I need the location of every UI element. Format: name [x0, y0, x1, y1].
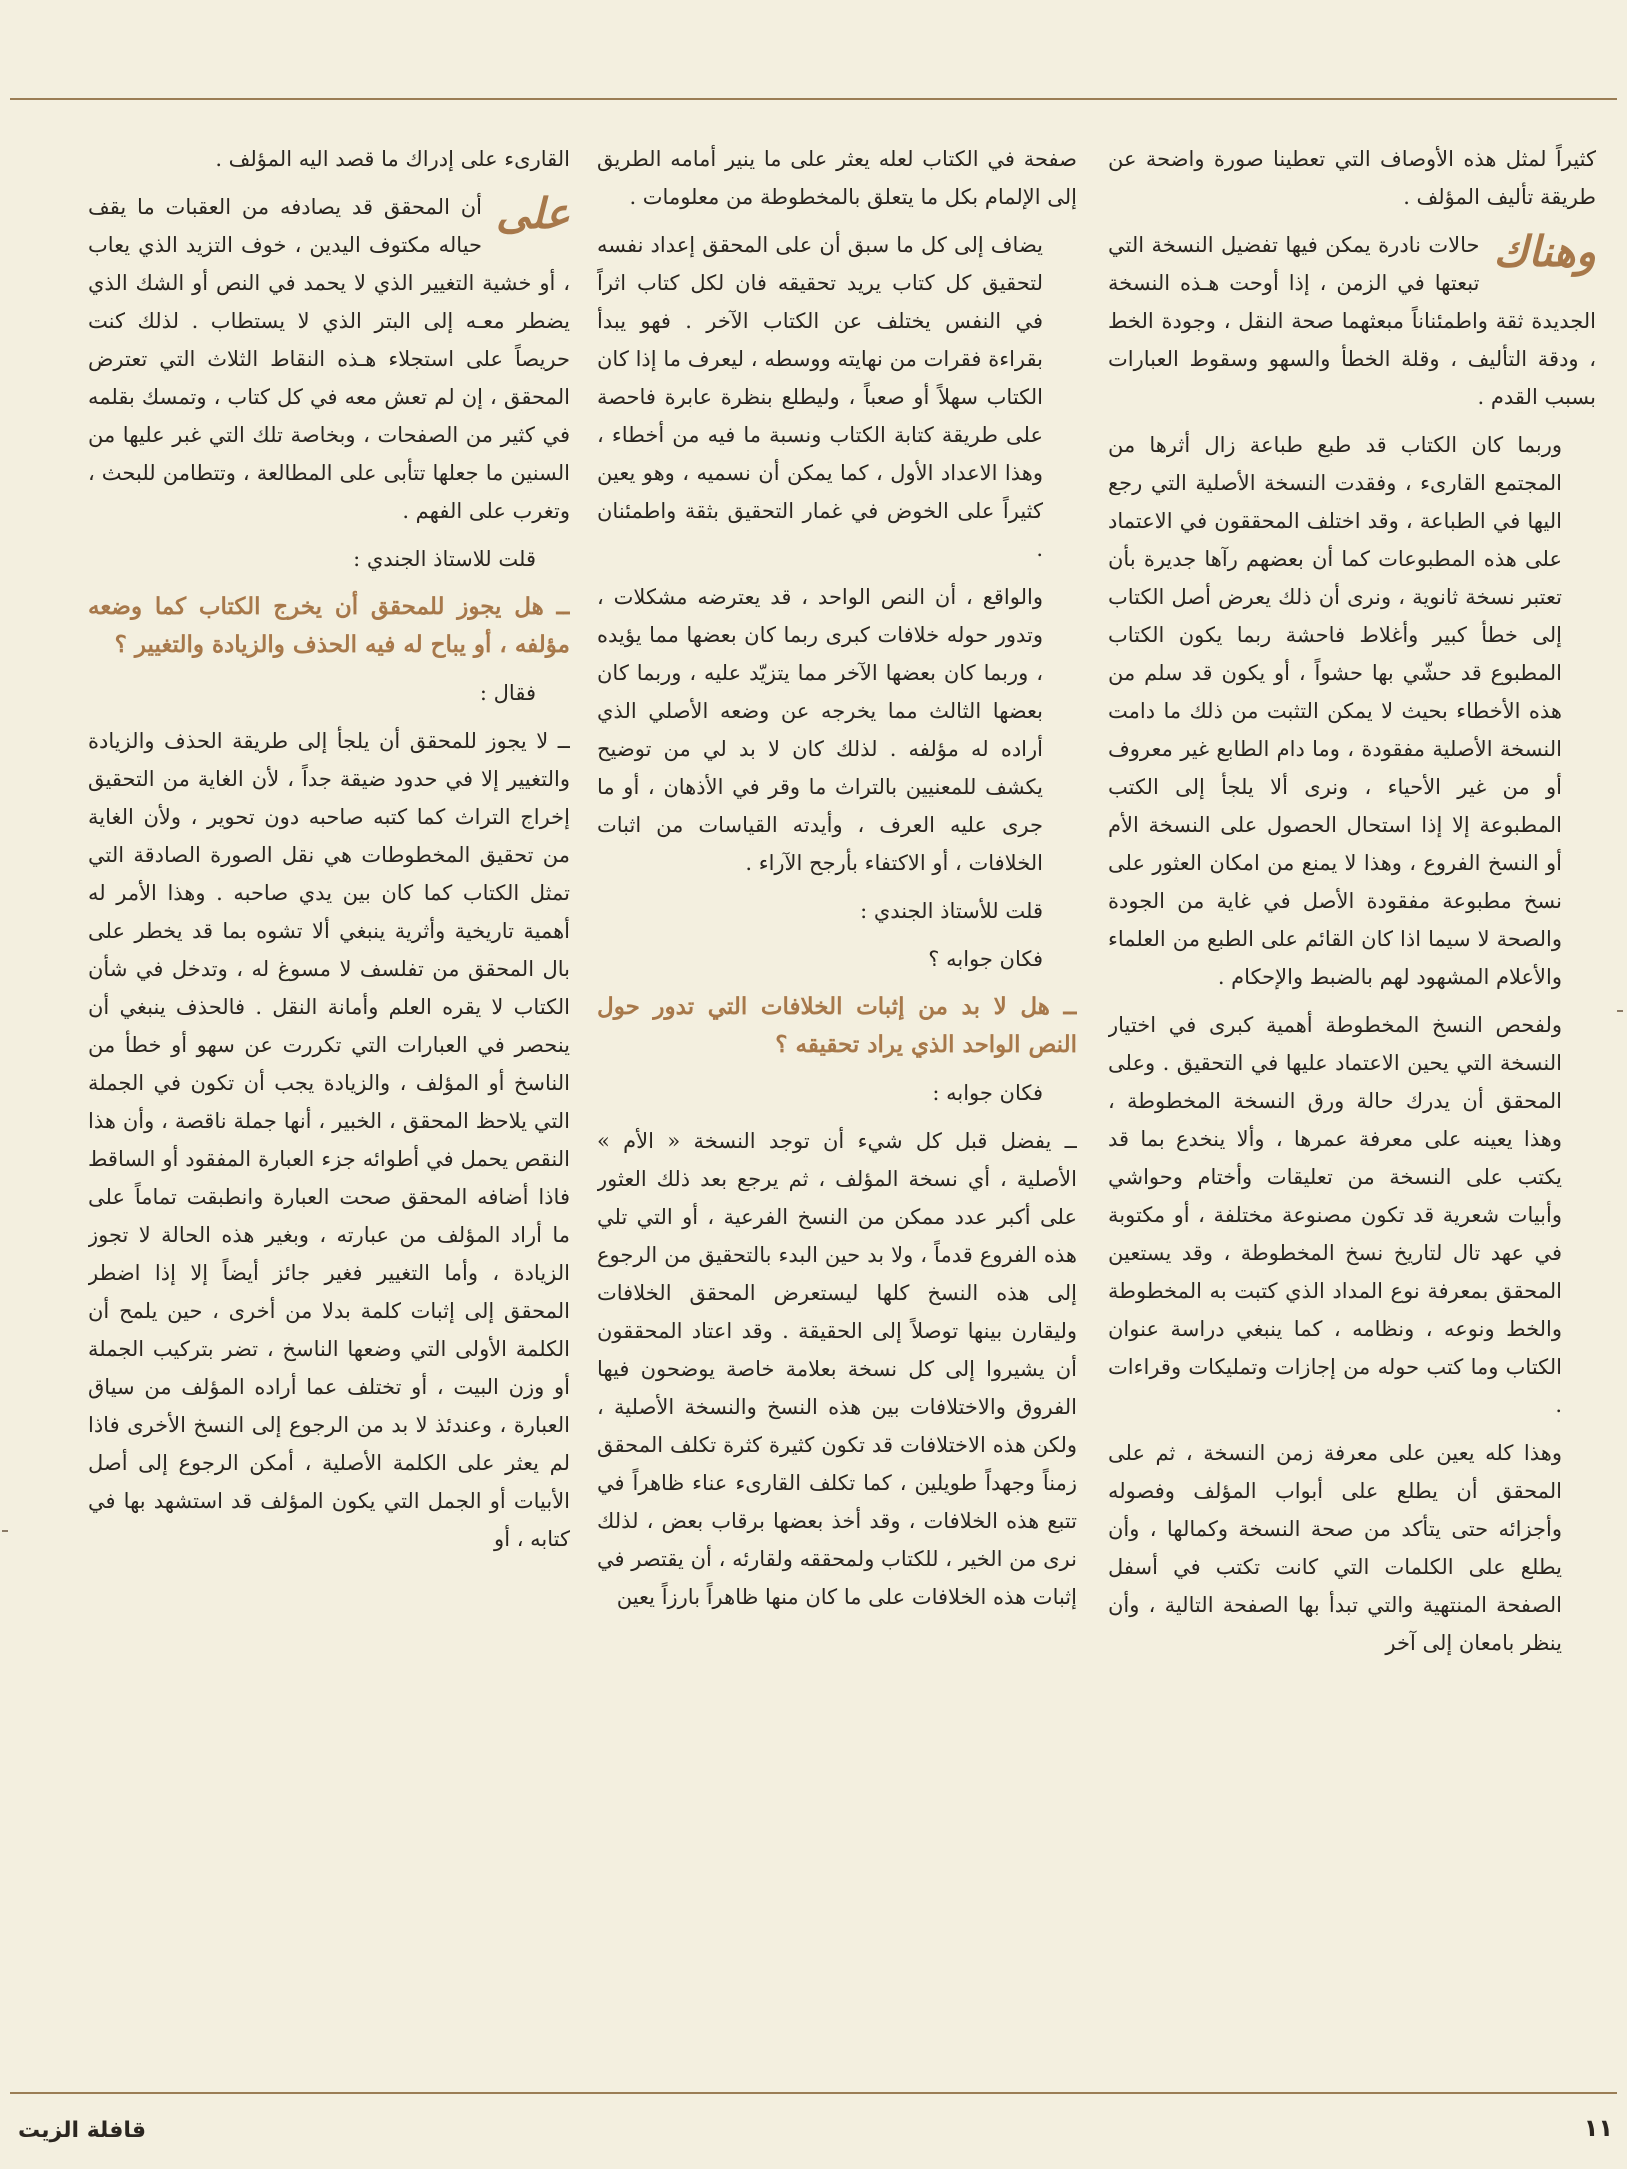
- footer-magazine-title: قافلة الزيت: [18, 2118, 147, 2143]
- paragraph: يضاف إلى كل ما سبق أن على المحقق إعداد نفسه لتحقيق كل كتاب يريد تحقيقه فان لكل كتاب اثراً في النفس يختلف عن الكتاب الآخر . فهو يبدأ بقراءة فقرات من نهايته ووسطه ، ليعرف ما إذا كان الكتاب سهلاً أو صعباً ، وليطلع بنظرة عابرة فاحصة على طريقة كتابة الكتاب ونسبة ما فيه من أخطاء ، وهذا الاعداد الأول ، كما يمكن أن نسميه ، وهو يعين كثيراً على الخوض في غمار التحقيق بثقة واطمئنان .: [597, 233, 1043, 561]
- paragraph: وهذا كله يعين على معرفة زمن النسخة ، ثم على المحقق أن يطلع على أبواب المؤلف وفصوله وأجزائه حتى يتأكد من صحة النسخة وكمالها ، وأن يطلع على الكلمات التي كانت تكتب في أسفل الصفحة المنتهية والتي تبدأ بها الصفحة التالية ، وأن ينظر بامعان إلى آخر: [1108, 1441, 1562, 1655]
- paragraph: صفحة في الكتاب لعله يعثر على ما ينير أمامه الطريق إلى الإلمام بكل ما يتعلق بالمخطوطة من معلومات .: [597, 147, 1077, 209]
- paragraph: ــ لا يجوز للمحقق أن يلجأ إلى طريقة الحذف والزيادة والتغيير إلا في حدود ضيقة جداً ، لأن الغاية من التحقيق إخراج التراث كما كتبه صاحبه دون تحوير ، ولأن الغاية من تحقيق المخطوطات هي نقل الصورة الصادقة التي تمثل الكتاب كما كان بين يدي صاحبه . وهذا الأمر له أهمية تاريخية وأثرية ينبغي ألا تشوه بما قد يخطر على بال المحقق من تفلسف لا مسوغ له ، وتدخل في شأن الكتاب لا يقره العلم وأمانة النقل . فالحذف ينبغي أن ينحصر في العبارات التي تكررت عن سهو أو خطأ من الناسخ أو المؤلف ، والزيادة يجب أن تكون في الجملة التي يلاحظ المحقق ، الخبير ، أنها جملة ناقصة ، وأن هذا النقص يحمل في أطوائه جزء العبارة المفقود أو الساقط فاذا أضافه المحقق صحت العبارة وانطبقت تماماً على ما أراد المؤلف من عبارته ، وبغير هذه الحالة لا تجوز الزيادة ، وأما التغيير فغير جائز أيضاً إلا إذا اضطر المحقق إلى إثبات كلمة بدلا من أخرى ، حين يلمح أن الكلمة الأولى التي وضعها الناسخ ، تضر بتركيب الجملة أو وزن البيت ، أو تختلف عما أراده المؤلف من سياق العبارة ، وعندئذ لا بد من الرجوع إلى النسخ الأخرى فاذا لم يعثر على الكلمة الأصلية ، أمكن الرجوع إلى أصل الأبيات أو الجمل التي يكون المؤلف قد استشهد بها في كتابه ، أو: [88, 729, 570, 1551]
- page-number: ١١: [1583, 2114, 1613, 2142]
- paragraph: [1108, 226, 1596, 416]
- paragraph: وربما كان الكتاب قد طبع طباعة زال أثرها من المجتمع القارىء ، وفقدت النسخة الأصلية التي رجع اليها في الطباعة ، وقد اختلف المحققون في الاعتماد على هذه المطبوعات كما أن بعضهم رآها جديرة بأن تعتبر نسخة ثانوية ، ونرى أن ذلك يعرض أصل الكتاب إلى خطأ كبير وأغلاط فاحشة ربما يكون الكتاب المطبوع قد حشّي بها حشواً ، أو يكون قد سلم من هذه الأخطاء بحيث لا يمكن التثبت من ذلك ما دامت النسخة الأصلية مفقودة ، وما دام الطابع غير معروف أو من غير الأحياء ، ونرى ألا يلجأ إلى الكتب المطبوعة إلا إذا استحال الحصول على النسخة الأم أو النسخ الفروع ، وهذا لا يمنع من امكان العثور على نسخ مطبوعة مفقودة الأصل في غاية من الجودة والصحة لا سيما اذا كان القائم على الطبع من العلماء والأعلام المشهود لهم بالضبط والإحكام .: [1108, 433, 1562, 989]
- paragraph: كثيراً لمثل هذه الأوصاف التي تعطينا صورة واضحة عن طريقة تأليف المؤلف .: [1108, 147, 1596, 209]
- margin-mark: [2, 1530, 8, 1532]
- paragraph: فقال :: [479, 681, 536, 705]
- paragraph: [88, 188, 570, 530]
- paragraph: والواقع ، أن النص الواحد ، قد يعترضه مشكلات ، وتدور حوله خلافات كبرى ربما كان بعضها مما يؤيده ، وربما كان بعضها الآخر مما يتزيّد عليه ، وربما كان بعضها الثالث مما يخرجه عن وضعه الأصلي الذي أراده له مؤلفه . لذلك كان لا بد لي من توضيح يكشف للمعنيين بالتراث ما وقر في الأذهان ، أو ما جرى عليه العرف ، وأيدته القياسات من اثبات الخلافات ، أو الاكتفاء بأرجح الآراء .: [597, 585, 1043, 875]
- column-middle: [597, 140, 1077, 1990]
- column-right: [1108, 140, 1596, 1990]
- paragraph: قلت للأستاذ الجندي :: [860, 899, 1043, 923]
- bottom-rule: [10, 2092, 1617, 2094]
- question: ــ هل يجوز للمحقق أن يخرج الكتاب كما وضعه مؤلفه ، أو يباح له فيه الحذف والزيادة والتغيير ؟: [88, 593, 570, 658]
- paragraph-text: أن المحقق قد يصادفه من العقبات ما يقف حياله مكتوف اليدين ، خوف التزيد الذي يعاب ، أو خشية التغيير الذي لا يحمد في النص أو الشك الذي يضطر معـه إلى البتر الذي لا يستطاب . لذلك كنت حريصاً على استجلاء هـذه النقاط الثلاث التي تعترض المحقق ، إن لم تعش معه في كل كتاب ، وتمسك بقلمه في كثير من الصفحات ، وبخاصة تلك التي غبر عليها من السنين ما جعلها تتأبى على المطالعة ، وتتطامن للبحث ، وتغرب على الفهم .: [88, 195, 570, 523]
- paragraph: فكان جوابه :: [932, 1081, 1043, 1105]
- top-rule: [10, 98, 1617, 100]
- paragraph: ولفحص النسخ المخطوطة أهمية كبرى في اختيار النسخة التي يحين الاعتماد عليها في التحقيق . وعلى المحقق أن يدرك حالة ورق النسخة المخطوطة ، وهذا يعينه على معرفة عمرها ، وألا ينخدع بما قد يكتب على النسخة من تعليقات وأختام وحواشي وأبيات شعرية قد تكون مصنوعة مختلفة ، أو مكتوبة في عهد تال لتاريخ نسخ المخطوطة ، وقد يستعين المحقق بمعرفة نوع المداد الذي كتبت به المخطوطة والخط ونوعه ، ونظامه ، كما ينبغي دراسة عنوان الكتاب وما كتب حوله من إجازات وتمليكات وقراءات .: [1108, 1013, 1562, 1417]
- decorative-heading: وهناك: [1493, 227, 1596, 276]
- paragraph: فكان جوابه ؟: [928, 947, 1043, 971]
- margin-mark: [1617, 1010, 1623, 1012]
- paragraph: القارىء على إدراك ما قصد اليه المؤلف .: [215, 147, 570, 171]
- question: ــ هل لا بد من إثبات الخلافات التي تدور حول النص الواحد الذي يراد تحقيقه ؟: [597, 993, 1077, 1058]
- paragraph-text: حالات نادرة يمكن فيها تفضيل النسخة التي تبعتها في الزمن ، إذا أوحت هـذه النسخة الجديدة ثقة واطمئناناً مبعثهما صحة النقل ، وجودة الخط ، ودقة التأليف ، وقلة الخطأ والسهو وسقوط العبارات بسبب القدم .: [1108, 233, 1596, 409]
- decorative-heading: على: [496, 189, 570, 238]
- column-left: [88, 140, 570, 1990]
- paragraph: ــ يفضل قبل كل شيء أن توجد النسخة « الأم » الأصلية ، أي نسخة المؤلف ، ثم يرجع بعد ذلك العثور على أكبر عدد ممكن من النسخ الفرعية ، أو التي تلي هذه الفروع قدماً ، ولا بد حين البدء بالتحقيق من الرجوع إلى هذه النسخ كلها ليستعرض المحقق الخلافات وليقارن بينها توصلاً إلى الحقيقة . وقد اعتاد المحققون أن يشيروا إلى كل نسخة بعلامة خاصة يوضحون فيها الفروق والاختلافات بين هذه النسخ والنسخة الأصلية ، ولكن هذه الاختلافات قد تكون كثيرة كثرة تكلف المحقق زمناً وجهداً طويلين ، كما تكلف القارىء عناء ظاهراً في تتبع هذه الخلافات ، وقد أخذ بعضها برقاب بعض ، لذلك نرى من الخير ، للكتاب ولمحققه ولقارئه ، أن يقتصر في إثبات هذه الخلافات على ما كان منها ظاهراً بارزاً يعين: [597, 1129, 1077, 1609]
- paragraph: قلت للاستاذ الجندي :: [353, 547, 536, 571]
